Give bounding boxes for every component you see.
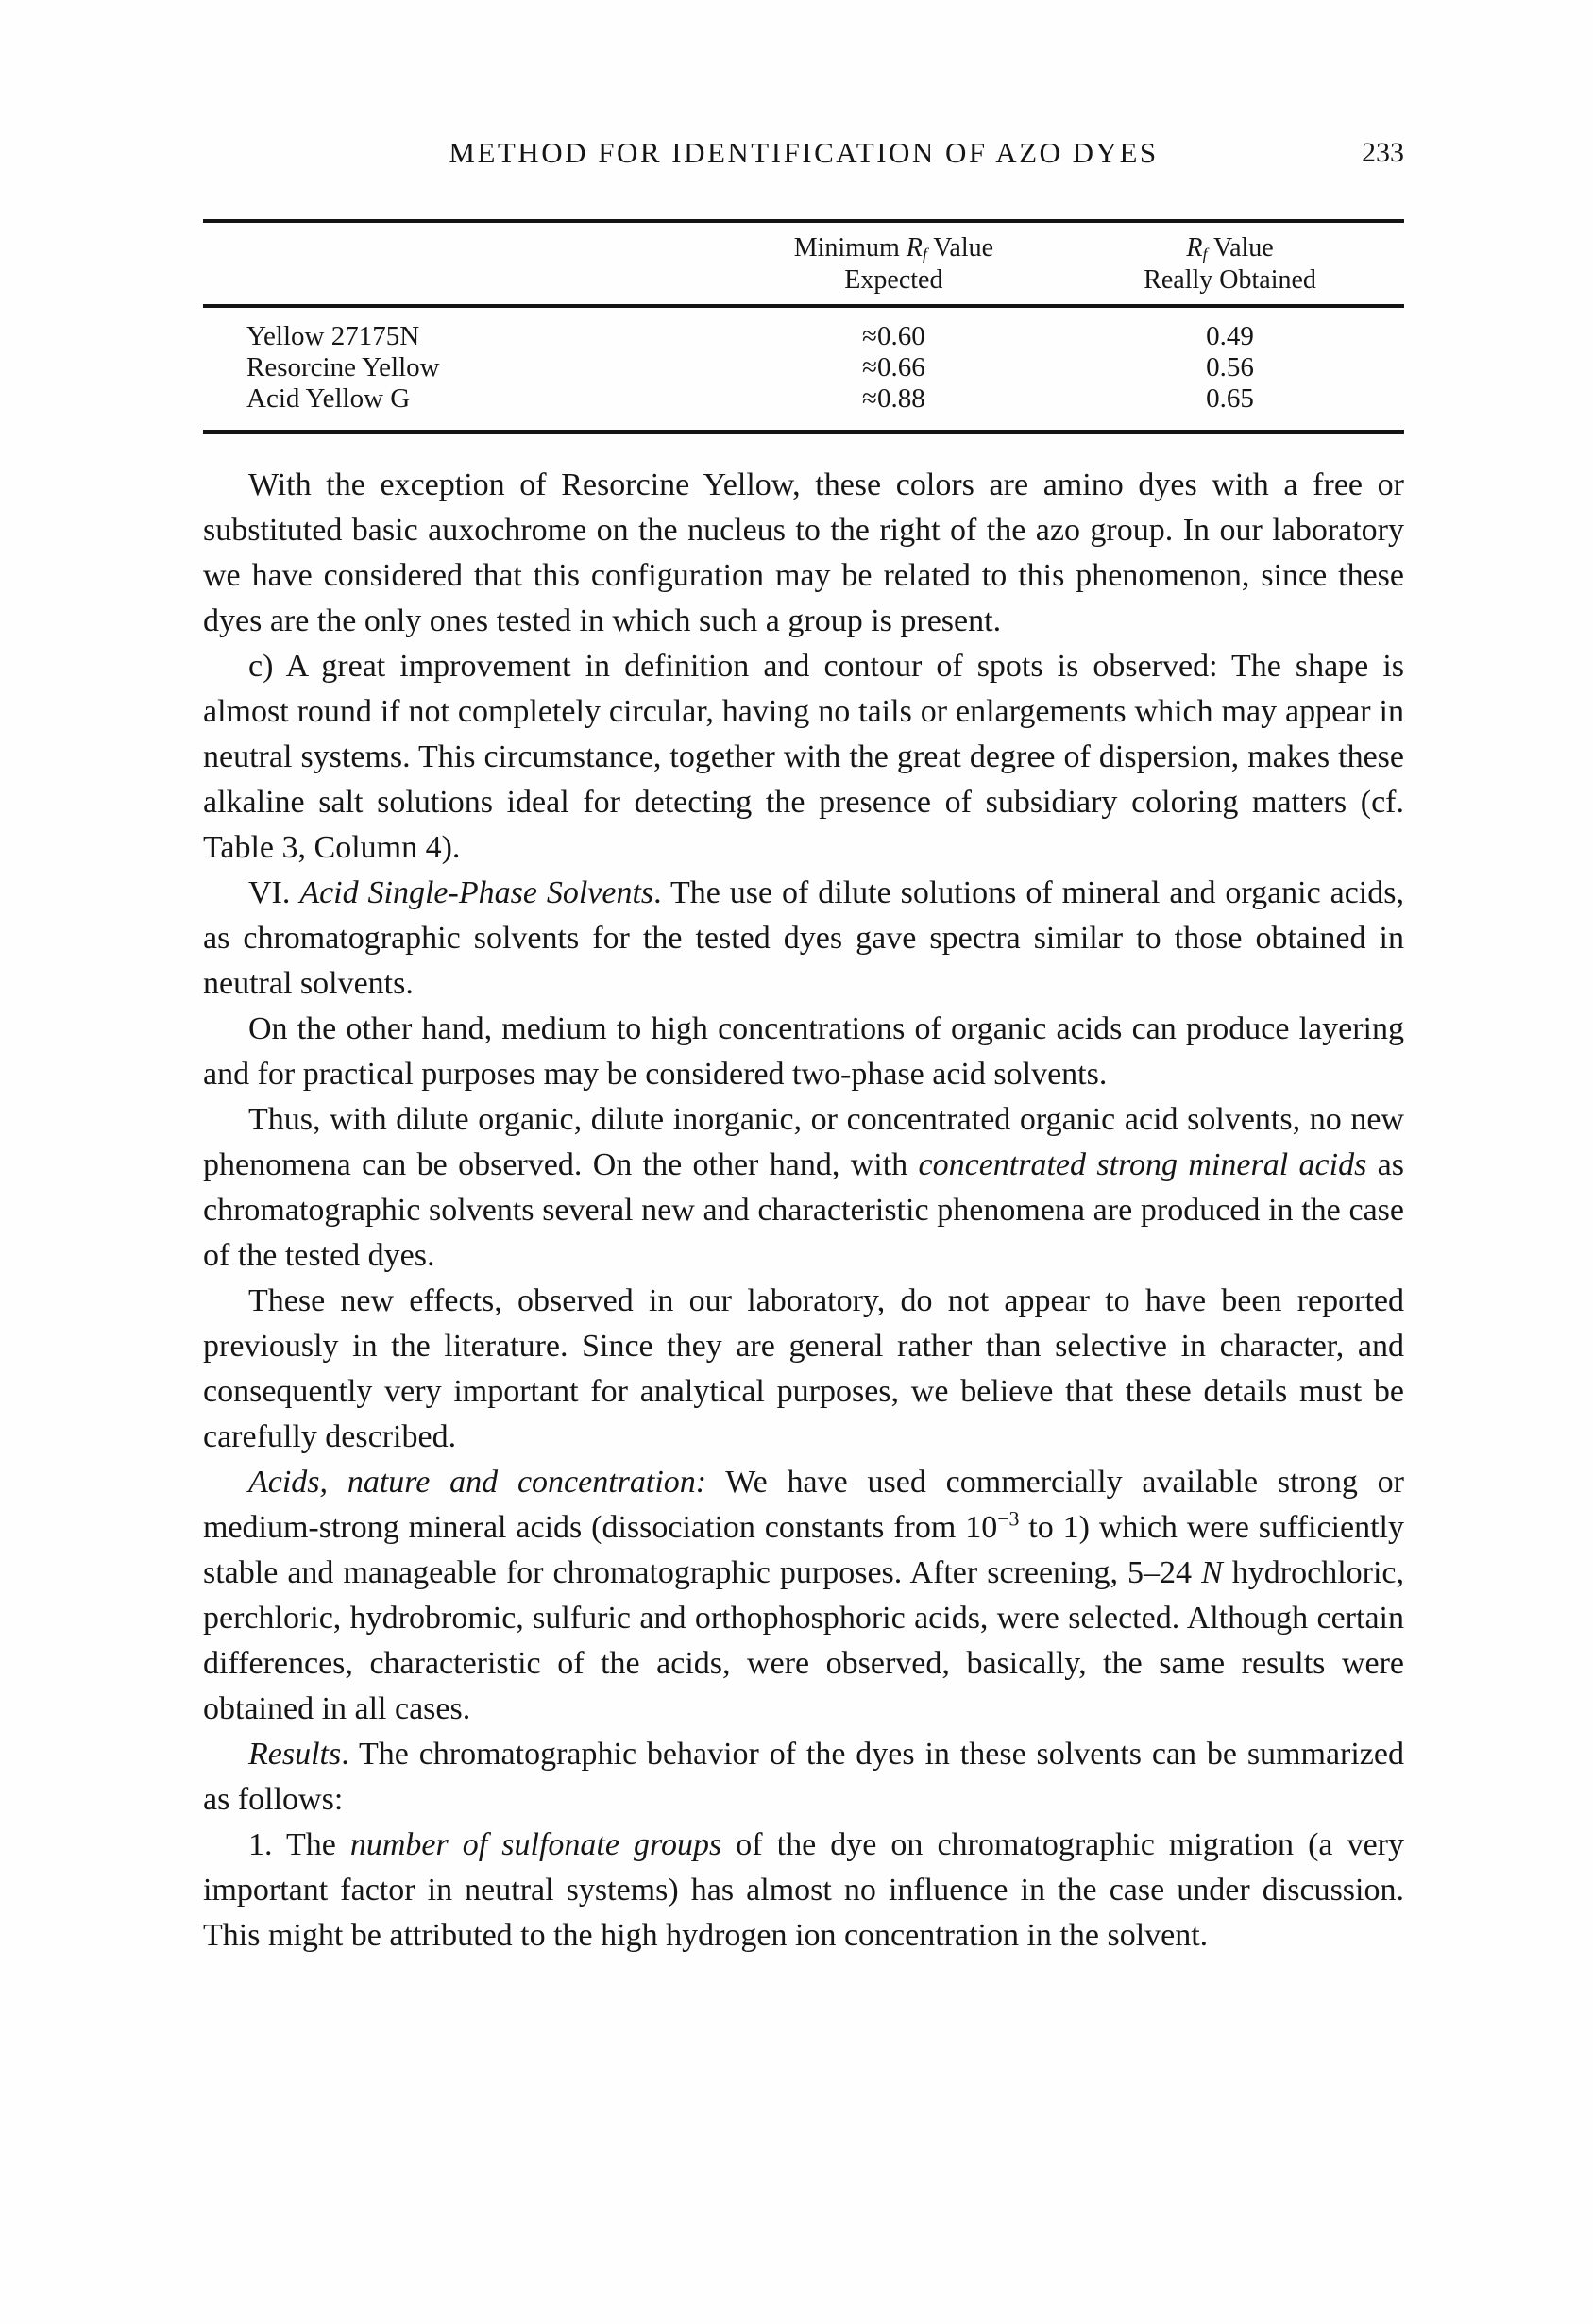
column-header-line2: Expected xyxy=(844,265,943,295)
text-run: We have used commercially available strong or medium-strong mineral acids (dissociation constants from 10 xyxy=(203,1465,1404,1545)
text-run: These new effects, observed in our laboratory, do not appear to have been reported previously in the literature. Since they are general rather than selective in character, and consequently very important for analytical purposes, we believe that these details must be carefully described. xyxy=(203,1283,1404,1454)
text-run: R xyxy=(1186,233,1203,263)
paragraph-8 xyxy=(203,1732,1404,1823)
rf-obtained-value: 0.56 xyxy=(1206,352,1254,382)
body-text xyxy=(203,463,1404,1959)
text-run: Acid Single-Phase Solvents xyxy=(299,875,654,910)
empty-header-cell xyxy=(203,221,732,306)
table-header-row xyxy=(203,221,1404,306)
text-run: number of sulfonate groups xyxy=(349,1827,722,1862)
text-run: 1. The xyxy=(248,1827,350,1862)
paragraph-2 xyxy=(203,644,1404,871)
text-run: R xyxy=(906,233,923,263)
text-run: . The chromatographic behavior of the dyes in these solvents can be summarized as follows: xyxy=(203,1737,1404,1817)
text-run: Value xyxy=(926,233,994,263)
rf-expected-value: ≈0.88 xyxy=(862,383,925,414)
column-header-line1 xyxy=(794,233,993,263)
text-run: concentrated strong mineral acids xyxy=(918,1147,1367,1182)
table-row xyxy=(203,306,1404,352)
rf-obtained-value: 0.49 xyxy=(1206,321,1254,351)
running-title: METHOD FOR IDENTIFICATION OF AZO DYES xyxy=(449,136,1159,169)
column-header-line2: Really Obtained xyxy=(1144,265,1316,295)
text-run: VI. xyxy=(248,875,300,910)
text-run: . The use of dilute solutions of mineral and organic acids, as chromatographic solvents for the tested dyes gave spectra similar to those obtained in neutral solvents. xyxy=(203,875,1404,1001)
text-run: Results xyxy=(248,1737,342,1772)
text-run: −3 xyxy=(997,1507,1020,1531)
table-header xyxy=(203,221,1404,306)
paragraph-6 xyxy=(203,1279,1404,1460)
text-run: f xyxy=(1202,245,1208,263)
table-row xyxy=(203,383,1404,433)
page-content xyxy=(203,0,1404,1959)
text-run: f xyxy=(922,245,927,263)
text-run: N xyxy=(1201,1555,1223,1590)
text-run: Thus, with dilute organic, dilute inorganic, or concentrated organic acid solvents, no new phenomena can be observed. On the other hand, with xyxy=(203,1102,1404,1182)
paragraph-3 xyxy=(203,871,1404,1007)
text-run: Value xyxy=(1207,233,1274,263)
text-run: hydrochloric, perchloric, hydrobromic, sulfuric and orthophosphoric acids, were selected. Although certain differences, characteristic of the acids, were observed, basically, the same results were obtained in all cases. xyxy=(203,1555,1405,1726)
dye-name: Yellow 27175N xyxy=(246,321,420,351)
text-run: With the exception of Resorcine Yellow, these colors are amino dyes with a free or substituted basic auxochrome on the nucleus to the right of the azo group. In our laboratory we have considered that this configuration may be related to this phenomenon, since these dyes are the only ones tested in which such a group is present. xyxy=(203,467,1404,638)
paragraph-7 xyxy=(203,1460,1404,1732)
rf-expected-value: ≈0.60 xyxy=(862,321,925,351)
rf-obtained-value: 0.65 xyxy=(1206,383,1254,414)
text-run: On the other hand, medium to high concentrations of organic acids can produce layering and for practical purposes may be considered two-phase acid solvents. xyxy=(203,1011,1404,1092)
text-run: as chromatographic solvents several new and characteristic phenomena are produced in the case of the tested dyes. xyxy=(203,1147,1405,1273)
paragraph-5 xyxy=(203,1097,1404,1279)
dye-name: Acid Yellow G xyxy=(246,383,411,414)
column-header-expected xyxy=(732,221,1056,306)
dye-name: Resorcine Yellow xyxy=(246,352,440,382)
text-run: Acids, nature and concentration: xyxy=(248,1465,707,1500)
column-header-obtained xyxy=(1056,221,1404,306)
rf-expected-value: ≈0.66 xyxy=(862,352,925,382)
text-run: of the dye on chromatographic migration (a very important factor in neutral systems) has almost no influence in the case under discussion. This might be attributed to the high hydrogen ion concentration in the solvent. xyxy=(203,1827,1404,1953)
paragraph-1 xyxy=(203,463,1404,644)
paragraph-9 xyxy=(203,1823,1404,1959)
paragraph-4 xyxy=(203,1007,1404,1097)
rf-values-table xyxy=(203,219,1404,434)
table-row xyxy=(203,352,1404,383)
text-run: to 1) which were sufficiently stable and manageable for chromatographic purposes. After screening, 5–24 xyxy=(203,1510,1404,1590)
text-run: Minimum xyxy=(793,233,907,263)
column-header-line1 xyxy=(1186,233,1273,263)
page-header xyxy=(203,134,1404,172)
page-number: 233 xyxy=(1362,137,1404,168)
text-run: c) A great improvement in definition and contour of spots is observed: The shape is almost round if not completely circular, having no tails or enlargements which may appear in neutral systems. This circumstance, together with the great degree of dispersion, makes these alkaline salt solutions ideal for detecting the presence of subsidiary coloring matters (cf. Table 3, Column 4). xyxy=(203,649,1404,865)
table-body xyxy=(203,306,1404,433)
